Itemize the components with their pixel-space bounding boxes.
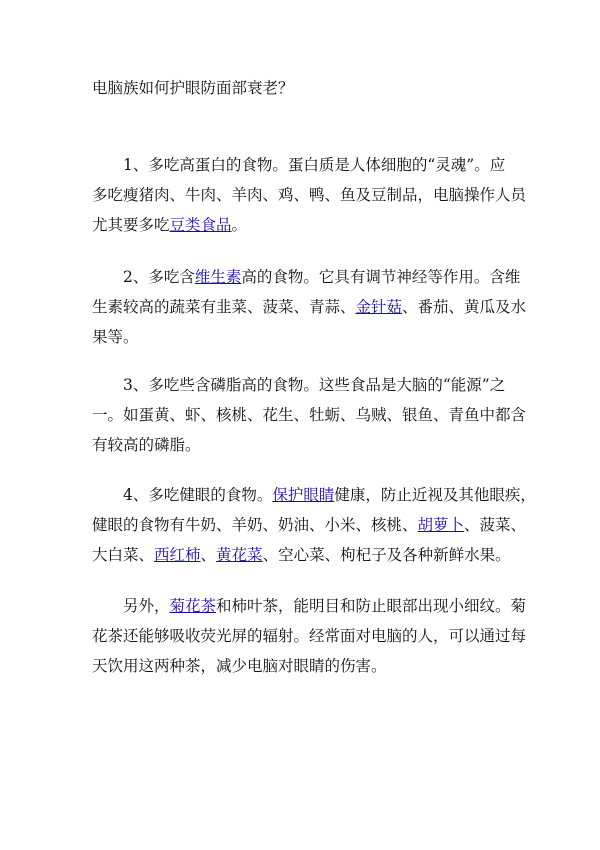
paragraph-4 <box>92 480 536 570</box>
paragraph-3-line-2: 一。如蛋黄、虾、核桃、花生、牡蛎、乌贼、银鱼、青鱼中都含 <box>92 406 527 424</box>
article-title: 电脑族如何护眼防面部衰老？ <box>92 79 294 97</box>
paragraph-2 <box>92 262 527 352</box>
link-protect-eyes[interactable]: 保护眼睛 <box>272 486 335 504</box>
text-segment: 和柿叶茶，能明目和防止眼部出现小细纹。菊 <box>216 597 527 615</box>
paragraph-5-line-3: 天饮用这两种茶，减少电脑对眼睛的伤害。 <box>92 657 387 675</box>
paragraph-1 <box>92 150 527 240</box>
paragraph-1-line-3 <box>92 210 512 240</box>
text-segment: 高的食物。它具有调节神经等作用。含维 <box>241 268 521 286</box>
text-segment: 4、多吃健眼的食物。 <box>123 486 273 504</box>
link-enoki-mushroom[interactable]: 金针菇 <box>355 298 403 316</box>
text-segment: 、 <box>200 546 217 564</box>
paragraph-5-line-2: 花茶还能够吸收荧光屏的辐射。经常面对电脑的人，可以通过每 <box>92 627 527 645</box>
paragraph-5-line-1 <box>92 591 527 621</box>
paragraph-2-line-3: 果等。 <box>92 328 139 346</box>
paragraph-5 <box>92 591 527 681</box>
text-segment: 、空心菜、枸杞子及各种新鲜水果。 <box>262 546 511 564</box>
paragraph-3 <box>92 370 527 460</box>
text-segment: 大白菜、 <box>92 546 155 564</box>
link-bean-foods[interactable]: 豆类食品 <box>169 216 232 234</box>
text-segment: 尤其要多吃 <box>92 216 170 234</box>
paragraph-4-line-1 <box>92 480 536 510</box>
text-segment: 、菠菜、 <box>464 516 527 534</box>
paragraph-2-line-1 <box>92 262 521 292</box>
text-segment: 健康，防止近视及其他眼疾， <box>334 486 536 504</box>
text-segment: 2、多吃含 <box>123 268 195 286</box>
text-segment: 健眼的食物有牛奶、羊奶、奶油、小米、核桃、 <box>92 516 418 534</box>
paragraph-2-line-2 <box>92 292 527 322</box>
link-tomato[interactable]: 西红柿 <box>154 546 201 564</box>
text-segment: 、番茄、黄瓜及水 <box>402 298 527 316</box>
text-segment: 生素较高的蔬菜有韭菜、菠菜、青蒜、 <box>92 298 356 316</box>
text-segment: 另外， <box>123 597 170 615</box>
paragraph-1-line-2: 多吃瘦猪肉、牛肉、羊肉、鸡、鸭、鱼及豆制品，电脑操作人员 <box>92 186 527 204</box>
paragraph-3-line-1: 3、多吃些含磷脂高的食物。这些食品是大脑的“能源”之 <box>123 376 506 394</box>
link-carrot[interactable]: 胡萝卜 <box>417 516 465 534</box>
paragraph-1-line-1: 1、多吃高蛋白的食物。蛋白质是人体细胞的“灵魂”。应 <box>123 156 506 174</box>
link-daylily[interactable]: 黄花菜 <box>216 546 263 564</box>
text-segment: 。 <box>231 216 248 234</box>
link-chrysanthemum-tea[interactable]: 菊花茶 <box>169 597 217 615</box>
link-vitamin[interactable]: 维生素 <box>194 268 242 286</box>
paragraph-4-line-3 <box>92 540 512 570</box>
paragraph-4-line-2 <box>92 510 527 540</box>
paragraph-3-line-3: 有较高的磷脂。 <box>92 436 201 454</box>
